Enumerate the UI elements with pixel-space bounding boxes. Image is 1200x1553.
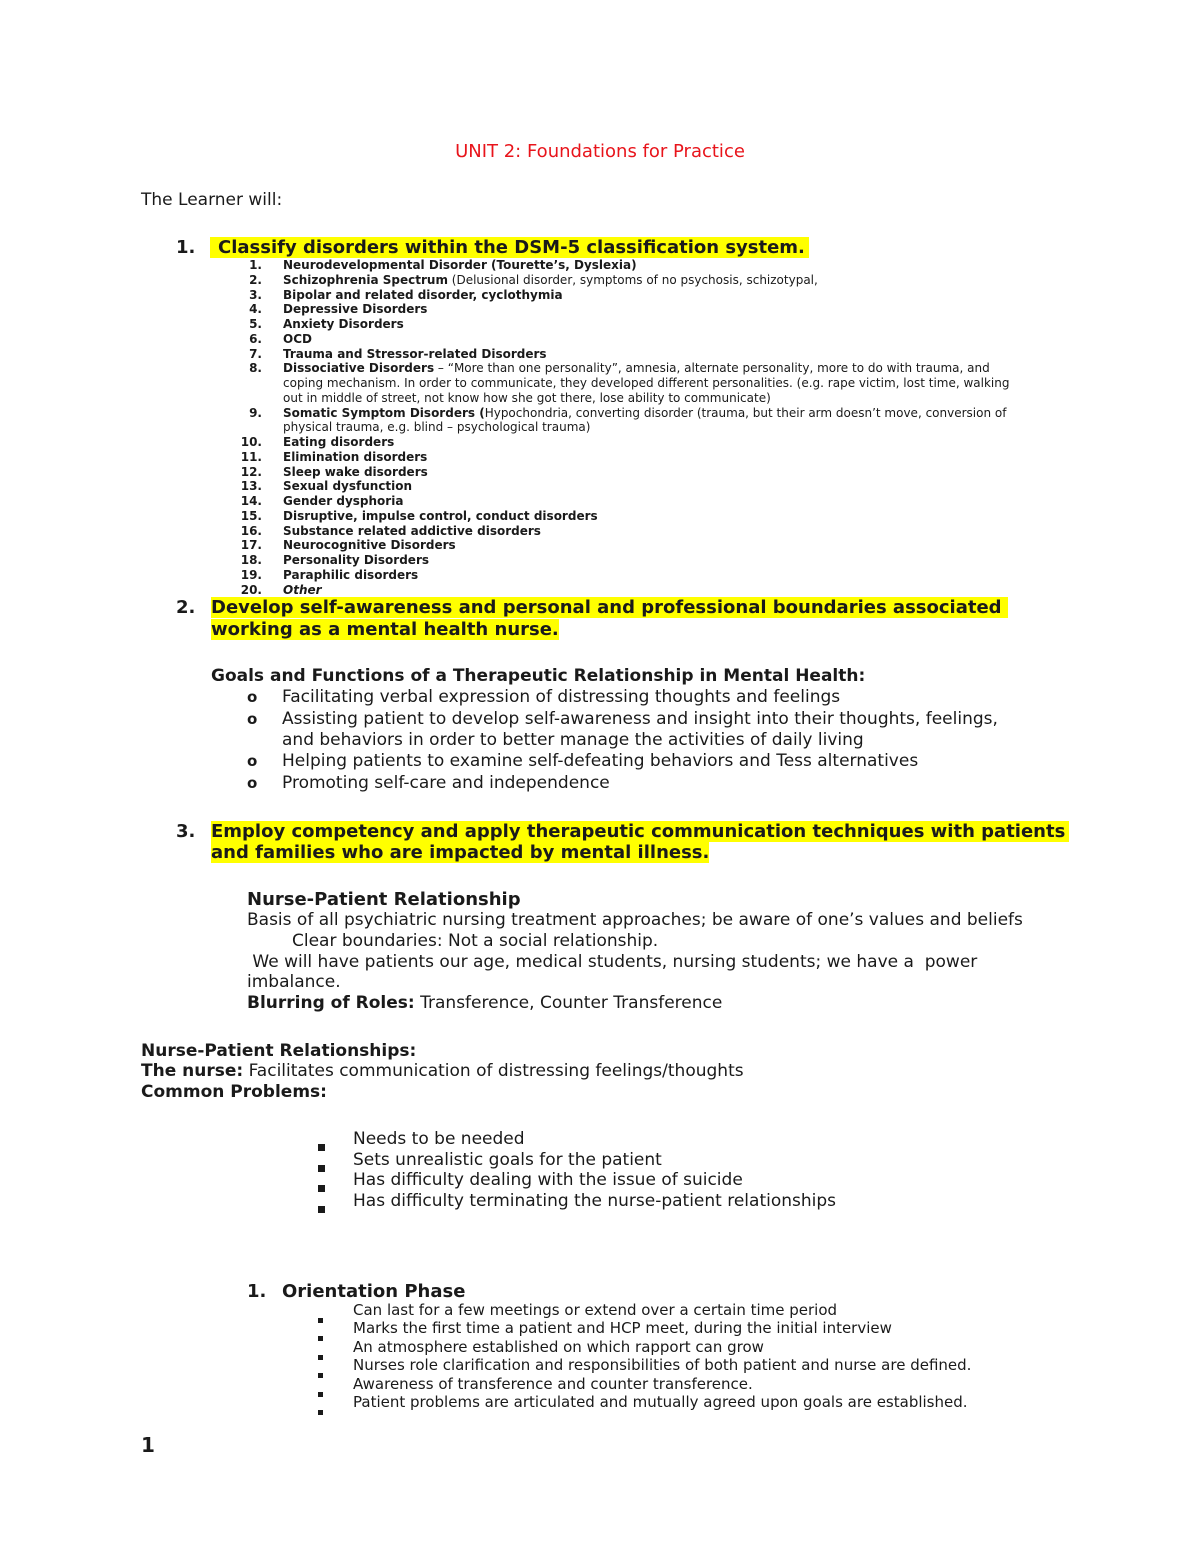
disorder-text (283, 332, 312, 347)
disorder-text (283, 317, 404, 332)
disorder-detail: – “More than one personality”, amnesia, alternate personality, more to do with trauma, and (434, 361, 990, 376)
disorder-text (283, 568, 418, 583)
goal-item: Helping patients to examine self-defeating behaviors and Tess alternatives (282, 751, 919, 771)
the-nurse-line (141, 1061, 744, 1081)
problem-item: Has difficulty terminating the nurse-patient relationships (353, 1190, 837, 1211)
disorder-name: Neurocognitive Disorders (283, 538, 456, 553)
phase-item: Can last for a few meetings or extend over a certain time period (353, 1301, 838, 1319)
disorder-text (283, 509, 598, 524)
disorder-name: Substance related addictive disorders (283, 523, 541, 538)
disorder-name: Disruptive, impulse control, conduct disorders (283, 508, 598, 523)
objective-2-number: 2. (176, 597, 196, 618)
disorder-name: Sexual dysfunction (283, 479, 413, 494)
disorder-detail: out in middle of street, not know how she got there, lose ability to communicate) (283, 390, 771, 405)
disorder-number: 5. (249, 317, 262, 331)
problem-item: Needs to be needed (353, 1129, 525, 1149)
goal-bullet: o (247, 710, 258, 728)
disorder-text (283, 450, 427, 465)
page-number: 1 (141, 1433, 155, 1457)
square-bullet-icon (318, 1206, 325, 1213)
blurring-label: Blurring of Roles: (247, 993, 415, 1013)
disorder-name: Depressive Disorders (283, 302, 428, 317)
phase-item: Marks the first time a patient and HCP meet, during the initial interview (353, 1319, 892, 1338)
disorder-detail: coping mechanism. In order to communicate, they developed different personalities. (e.g. rape victim, lost time, walking (283, 376, 1010, 390)
disorder-number: 19. (240, 567, 262, 582)
problem-item: Sets unrealistic goals for the patient (353, 1149, 662, 1170)
disorder-number: 4. (249, 302, 262, 317)
blurring-of-roles (247, 993, 722, 1013)
disorder-number: 16. (240, 523, 262, 538)
disorder-number: 17. (240, 538, 262, 553)
square-bullet-icon (318, 1410, 323, 1415)
disorder-number: 10. (240, 435, 262, 449)
disorder-detail: physical trauma, e.g. blind – psychological trauma) (283, 420, 591, 435)
the-nurse-label: The nurse: (141, 1061, 244, 1081)
disorder-name: Bipolar and related disorder, cyclothymia (283, 287, 563, 302)
square-bullet-icon (318, 1185, 325, 1192)
phase-number: 1. (247, 1281, 267, 1302)
disorder-name: Gender dysphoria (283, 494, 404, 508)
disorder-text (283, 465, 428, 480)
objective-3-line2: and families who are impacted by mental illness. (211, 842, 710, 863)
disorder-name: Anxiety Disorders (283, 317, 404, 331)
disorder-text (283, 494, 403, 509)
goal-item: and behaviors in order to better manage the activities of daily living (282, 730, 864, 750)
disorder-number: 2. (249, 272, 262, 287)
disorder-number: 11. (240, 449, 262, 464)
phase-item: Awareness of transference and counter transference. (353, 1374, 753, 1393)
phase-item: Nurses role clarification and responsibilities of both patient and nurse are defined. (353, 1356, 972, 1375)
goal-bullet: o (247, 774, 258, 792)
disorder-text (283, 273, 818, 288)
goal-item: Promoting self-care and independence (282, 773, 610, 793)
objective-3-number: 3. (176, 821, 196, 842)
objective-2-line2: working as a mental health nurse. (211, 619, 559, 640)
disorder-name: Sleep wake disorders (283, 464, 428, 479)
square-bullet-icon (318, 1165, 325, 1172)
disorder-name: Eating disorders (283, 435, 395, 449)
blurring-text: Transference, Counter Transference (414, 993, 723, 1013)
npr-line-4: imbalance. (247, 972, 341, 992)
disorder-text (283, 302, 427, 317)
disorder-name: Trauma and Stressor-related Disorders (283, 346, 547, 361)
page-title: UNIT 2: Foundations for Practice (455, 141, 745, 162)
disorder-name: OCD (283, 331, 312, 346)
disorder-name: Dissociative Disorders (283, 361, 435, 376)
disorder-text (283, 347, 547, 362)
disorder-number: 6. (249, 331, 262, 346)
disorder-number: 12. (240, 464, 262, 479)
disorder-text (283, 391, 771, 406)
square-bullet-icon (318, 1355, 323, 1360)
the-nurse-text: Facilitates communication of distressing feelings/thoughts (243, 1061, 744, 1081)
disorder-detail: Hypochondria, converting disorder (trauma, but their arm doesn’t move, conversion of (484, 405, 1007, 420)
disorder-text (283, 538, 456, 553)
phase-item: Patient problems are articulated and mutually agreed upon goals are established. (353, 1393, 968, 1411)
disorder-text (283, 258, 637, 273)
problem-item: Has difficulty dealing with the issue of suicide (353, 1170, 743, 1190)
npr-line-2: Clear boundaries: Not a social relationship. (292, 931, 659, 951)
disorder-number: 9. (249, 405, 262, 420)
objective-1-text: Classify disorders within the DSM-5 classification system. (210, 237, 809, 258)
disorder-text (283, 420, 590, 435)
disorder-text (283, 553, 429, 568)
square-bullet-icon (318, 1373, 323, 1378)
disorder-name: Elimination disorders (283, 449, 428, 464)
goal-bullet: o (247, 688, 258, 706)
square-bullet-icon (318, 1144, 325, 1151)
disorder-name: Somatic Symptom Disorders ( (283, 405, 485, 420)
common-problems-heading: Common Problems: (141, 1082, 327, 1102)
nprs-heading: Nurse-Patient Relationships: (141, 1041, 417, 1061)
goal-item: Facilitating verbal expression of distressing thoughts and feelings (282, 687, 841, 707)
phase-title: Orientation Phase (282, 1281, 466, 1302)
disorder-name: Personality Disorders (283, 553, 430, 567)
disorder-text (283, 288, 563, 303)
npr-heading: Nurse-Patient Relationship (247, 889, 521, 910)
disorder-number: 15. (240, 508, 262, 523)
phase-item: An atmosphere established on which rapport can grow (353, 1337, 764, 1356)
square-bullet-icon (318, 1336, 323, 1341)
disorder-name: Schizophrenia Spectrum (283, 272, 448, 287)
disorder-detail: (Delusional disorder, symptoms of no psychosis, schizotypal, (447, 272, 818, 287)
disorder-number: 7. (249, 346, 262, 361)
disorder-name: Neurodevelopmental Disorder (Tourette’s, Dyslexia) (283, 258, 637, 272)
disorder-name: Paraphilic disorders (283, 567, 419, 582)
disorder-text (283, 361, 990, 376)
disorder-number: 20. (240, 582, 262, 597)
npr-line-3: We will have patients our age, medical students, nursing students; we have a power (247, 952, 978, 972)
square-bullet-icon (318, 1392, 323, 1397)
goal-item: Assisting patient to develop self-awareness and insight into their thoughts, feelings, (282, 709, 998, 729)
disorder-number: 13. (240, 479, 262, 494)
disorder-text (283, 583, 322, 598)
learner-intro: The Learner will: (141, 190, 283, 210)
disorder-number: 14. (240, 494, 262, 508)
disorder-text (283, 479, 412, 494)
disorder-number: 8. (249, 361, 262, 376)
disorder-text (283, 376, 1009, 391)
npr-line-1: Basis of all psychiatric nursing treatment approaches; be aware of one’s values and beliefs (247, 910, 1023, 930)
objective-2-line1: Develop self-awareness and personal and professional boundaries associated (211, 597, 1008, 618)
objective-3-line1: Employ competency and apply therapeutic communication techniques with patients (211, 821, 1069, 842)
disorder-number: 3. (249, 287, 262, 302)
goal-bullet: o (247, 752, 258, 770)
disorder-text (283, 524, 541, 539)
disorder-number: 18. (240, 553, 262, 567)
disorder-name: Other (283, 582, 322, 597)
disorder-text (283, 435, 394, 450)
disorder-number: 1. (249, 258, 262, 272)
goals-heading: Goals and Functions of a Therapeutic Relationship in Mental Health: (211, 666, 866, 686)
square-bullet-icon (318, 1318, 323, 1323)
objective-1-number: 1. (176, 237, 196, 258)
disorder-text (283, 406, 1006, 421)
